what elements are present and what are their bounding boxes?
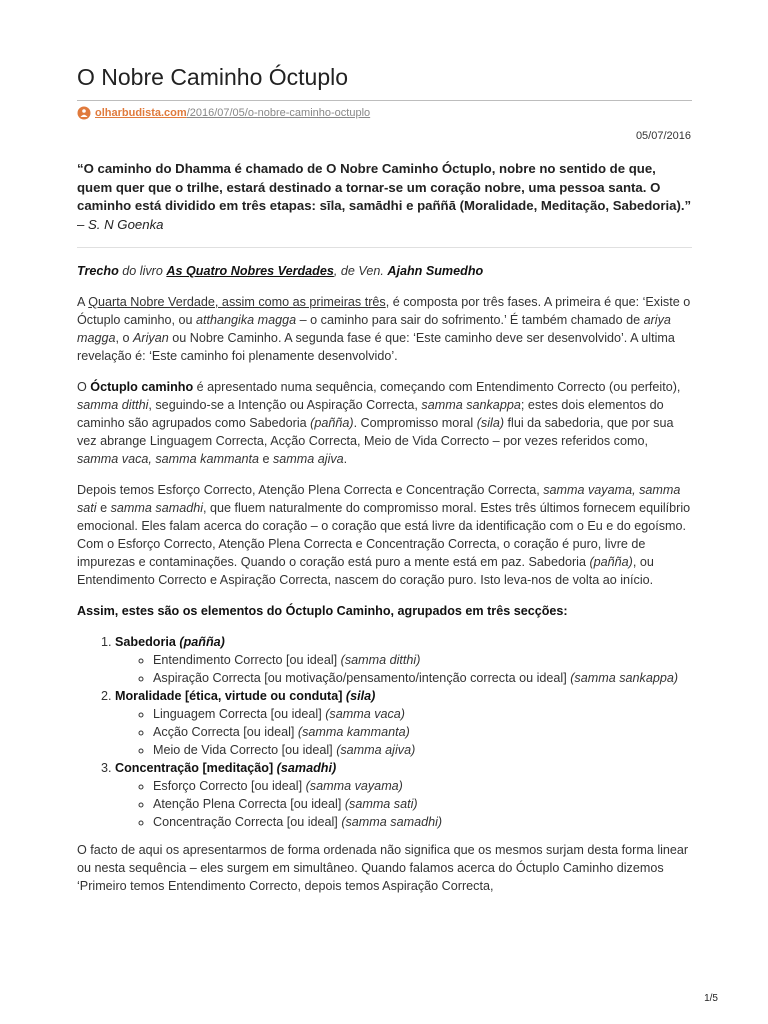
p2-pali-2: samma sankappa <box>421 398 521 412</box>
section-sublist <box>115 705 692 759</box>
section-item <box>115 687 692 759</box>
p2-bold-octuplo: Óctuplo caminho <box>90 380 194 394</box>
p2-pali-4: (sila) <box>476 416 505 430</box>
section-sublist <box>115 777 692 831</box>
section-name: Sabedoria <box>115 635 176 649</box>
item-text: Entendimento Correcto [ou ideal] <box>153 653 341 667</box>
item-text: Meio de Vida Correcto [ou ideal] <box>153 743 337 757</box>
p2-text-h: . <box>343 452 348 466</box>
p1-text-b: , é composta por três fases. A primeira é que: ‘Existe o Óctuplo caminho, ou <box>77 295 691 327</box>
quarta-nobre-verdade-link[interactable]: Quarta Nobre Verdade, assim como as primeiras três <box>88 295 386 309</box>
source-line <box>77 106 370 120</box>
quote-dash: – <box>77 216 88 232</box>
p2-text-e: . Compromisso moral <box>353 416 477 430</box>
list-item <box>153 741 692 759</box>
excerpt-label: Trecho <box>77 264 119 278</box>
sections-heading: Assim, estes são os elementos do Óctuplo Caminho, agrupados em três secções: <box>77 604 568 618</box>
buddha-icon <box>77 106 91 120</box>
list-item <box>153 669 692 687</box>
section-pali: (samadhi) <box>276 761 337 775</box>
p2-pali-3: (pañña) <box>310 416 354 430</box>
list-item <box>153 705 692 723</box>
publish-date: 05/07/2016 <box>635 130 691 142</box>
list-item <box>153 795 692 813</box>
p1-pali-1: atthangika magga <box>196 313 297 327</box>
section-name: Moralidade [ética, virtude ou conduta] <box>115 689 343 703</box>
path-sections-list <box>77 633 692 831</box>
p2-pali-6: samma ajiva <box>272 452 344 466</box>
section-item <box>115 759 692 831</box>
title-divider <box>77 100 692 101</box>
page-number: 1/5 <box>704 993 718 1004</box>
p2-text-g: e <box>258 452 273 466</box>
p2-text-a: O <box>77 380 91 394</box>
item-pali: (samma ditthi) <box>340 653 421 667</box>
p1-text-e: ou Nobre Caminho. A segunda fase é que: ‘Este caminho deve ser desenvolvido’. A ultima revelação é: ‘Este caminho foi plenamente desenvolvido’. <box>77 331 675 363</box>
page-title: O Nobre Caminho Óctuplo <box>77 64 349 90</box>
item-pali: (samma samadhi) <box>341 815 443 829</box>
p2-pali-5: samma vaca, samma kammanta <box>77 452 259 466</box>
list-item <box>153 813 692 831</box>
paragraph-1 <box>77 293 692 365</box>
item-text: Esforço Correcto [ou ideal] <box>153 779 306 793</box>
p2-text-c: , seguindo-se a Intenção ou Aspiração Correcta, <box>148 398 422 412</box>
quote-author: S. N Goenka <box>88 216 164 232</box>
item-text: Acção Correcta [ou ideal] <box>153 725 298 739</box>
quote-divider <box>77 247 692 248</box>
list-item <box>153 651 692 669</box>
book-title-link[interactable]: As Quatro Nobres Verdades <box>166 264 334 278</box>
section-pali: (pañña) <box>179 635 225 649</box>
source-path-link[interactable]: /2016/07/05/o-nobre-caminho-octuplo <box>186 107 371 119</box>
p3-pali-1: samma vayama, samma sati <box>77 483 681 515</box>
p1-text-d: , o <box>115 331 134 345</box>
closing-paragraph: O facto de aqui os apresentarmos de forma ordenada não significa que os mesmos surjam desta forma linear ou nesta sequência – eles surgem em simultâneo. Quando falamos acerca do Óctuplo Caminho dizemos ‘Primeiro temos Entendimento Correcto, depois temos Aspiração Correcta, <box>77 843 689 893</box>
item-text: Aspiração Correcta [ou motivação/pensamento/intenção correcta ou ideal] <box>153 671 571 685</box>
section-pali: (sila) <box>345 689 376 703</box>
item-pali: (samma vayama) <box>305 779 403 793</box>
p2-pali-1: samma ditthi <box>77 398 149 412</box>
item-pali: (samma vaca) <box>325 707 405 721</box>
source-domain-link[interactable]: olharbudista.com <box>95 107 187 119</box>
item-text: Linguagem Correcta [ou ideal] <box>153 707 326 721</box>
item-text: Atenção Plena Correcta [ou ideal] <box>153 797 345 811</box>
section-sublist <box>115 651 692 687</box>
p3-pali-3: (pañña) <box>589 555 633 569</box>
p2-text-d: ; estes dois elementos do caminho são agrupados como Sabedoria <box>77 398 664 430</box>
item-pali: (samma ajiva) <box>336 743 416 757</box>
p3-text-d: , ou Entendimento Correcto e Aspiração Correcta, nascem do coração puro. Isto leva-nos de volta ao início. <box>77 555 654 587</box>
p3-pali-2: samma samadhi <box>110 501 204 515</box>
list-item <box>153 723 692 741</box>
item-pali: (samma kammanta) <box>297 725 410 739</box>
excerpt-de-ven: , de Ven. <box>333 264 388 278</box>
p3-text-c: , que fluem naturalmente do compromisso moral. Estes três últimos fornecem equilíbrio emocional. Eles falam acerca do coração – o coração que está livre da identificação com o Eu e do egoísmo. Com o Esforço Correcto, Atenção Plena Correcta e Concentração Correcta, o coração é puro, livre de impurezas e contaminações. Quando o coração está puro a mente está em paz. Sabedoria <box>77 501 691 569</box>
paragraph-3 <box>77 481 692 589</box>
excerpt-do-livro: do livro <box>118 264 167 278</box>
p3-text-a: Depois temos Esforço Correcto, Atenção Plena Correcta e Concentração Correcta, <box>77 483 544 497</box>
p1-text-c: – o caminho para sair do sofrimento.’ É também chamado de <box>296 313 644 327</box>
section-name: Concentração [meditação] <box>115 761 274 775</box>
p2-text-b: é apresentado numa sequência, começando com Entendimento Correcto (ou perfeito), <box>193 380 681 394</box>
excerpt-author: Ajahn Sumedho <box>387 264 484 278</box>
paragraph-2 <box>77 378 692 468</box>
item-pali: (samma sankappa) <box>570 671 679 685</box>
article-body <box>77 262 692 908</box>
p1-pali-2: ariya magga <box>77 313 671 345</box>
p1-pali-3: Ariyan <box>133 331 169 345</box>
excerpt-line <box>77 262 692 280</box>
goenka-quote <box>77 160 692 234</box>
p2-text-f: flui da sabedoria, que por sua vez abrange Linguagem Correcta, Acção Correcta, Meio de Vida Correcto – por vezes referidos como, <box>77 416 674 448</box>
section-item <box>115 633 692 687</box>
quote-text: “O caminho do Dhamma é chamado de O Nobre Caminho Óctuplo, nobre no sentido de que, quem quer que o trilhe, estará destinado a tornar-se um coração nobre, uma pessoa santa. O caminho está dividido em três etapas: sīla, samādhi e paññā (Moralidade, Meditação, Sabedoria).” <box>77 161 692 213</box>
list-item <box>153 777 692 795</box>
item-pali: (samma sati) <box>344 797 418 811</box>
p1-text-a: A <box>77 295 89 309</box>
p3-text-b: e <box>96 501 111 515</box>
item-text: Concentração Correcta [ou ideal] <box>153 815 342 829</box>
